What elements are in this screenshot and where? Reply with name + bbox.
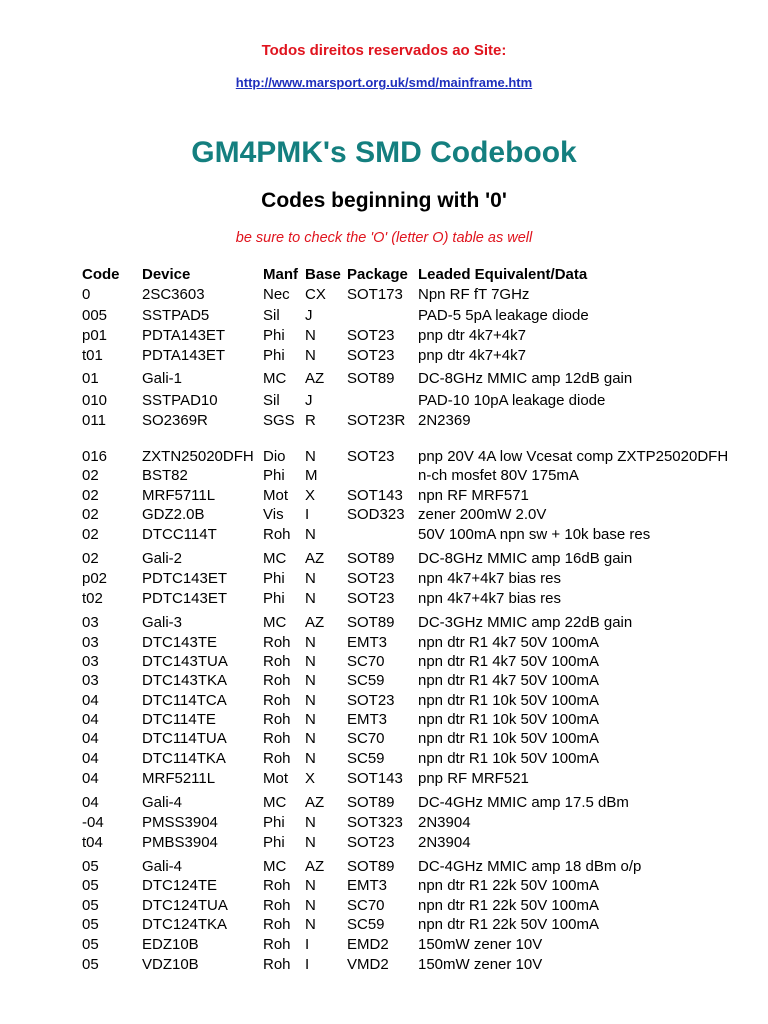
table-header-row bbox=[82, 263, 748, 283]
cell-base: M bbox=[305, 467, 318, 484]
cell-manf: Roh bbox=[263, 897, 291, 914]
cell-device: PDTA143ET bbox=[142, 327, 226, 344]
cell-package: SC59 bbox=[347, 916, 385, 933]
cell-device: GDZ2.0B bbox=[142, 506, 205, 523]
cell-device: PDTC143ET bbox=[142, 590, 228, 607]
cell-device: DTC143TUA bbox=[142, 653, 228, 670]
cell-manf: Roh bbox=[263, 711, 291, 728]
cell-code: 02 bbox=[82, 467, 99, 484]
cell-device: ZXTN25020DFH bbox=[142, 448, 254, 465]
cell-manf: Roh bbox=[263, 634, 291, 651]
cell-manf: Phi bbox=[263, 590, 285, 607]
cell-equivalent: npn RF MRF571 bbox=[418, 487, 529, 504]
cell-base: N bbox=[305, 672, 316, 689]
cell-code: 04 bbox=[82, 794, 99, 811]
cell-equivalent: npn dtr R1 10k 50V 100mA bbox=[418, 750, 599, 767]
cell-manf: Roh bbox=[263, 956, 291, 973]
cell-base: I bbox=[305, 936, 310, 953]
cell-package: SC70 bbox=[347, 730, 385, 747]
cell-base: N bbox=[305, 916, 316, 933]
cell-device: PMBS3904 bbox=[142, 834, 218, 851]
table-row bbox=[82, 953, 748, 973]
cell-package: SC70 bbox=[347, 897, 385, 914]
cell-equivalent: Npn RF fT 7GHz bbox=[418, 286, 530, 303]
cell-base: N bbox=[305, 526, 316, 543]
cell-base: AZ bbox=[305, 550, 325, 567]
table-row bbox=[82, 344, 748, 364]
cell-base: AZ bbox=[305, 614, 325, 631]
table-row bbox=[82, 465, 748, 484]
cell-base: AZ bbox=[305, 794, 325, 811]
table-row bbox=[82, 875, 748, 894]
cell-equivalent: npn dtr R1 22k 50V 100mA bbox=[418, 916, 599, 933]
cell-manf: Vis bbox=[263, 506, 284, 523]
table-row bbox=[82, 670, 748, 689]
cell-equivalent: 150mW zener 10V bbox=[418, 936, 543, 953]
cell-code: 011 bbox=[82, 412, 106, 429]
cell-code: 04 bbox=[82, 750, 99, 767]
table-row bbox=[82, 689, 748, 709]
cell-manf: MC bbox=[263, 614, 287, 631]
cell-manf: Roh bbox=[263, 672, 291, 689]
cell-equivalent: pnp 20V 4A low Vcesat comp ZXTP25020DFH bbox=[418, 448, 729, 465]
cell-package: SOD323 bbox=[347, 506, 405, 523]
table-row bbox=[82, 303, 748, 324]
table-row bbox=[82, 894, 748, 914]
cell-base: N bbox=[305, 347, 316, 364]
cell-base: N bbox=[305, 570, 316, 587]
cell-package: SOT23R bbox=[347, 412, 406, 429]
cell-manf: MC bbox=[263, 794, 287, 811]
cell-equivalent: npn dtr R1 22k 50V 100mA bbox=[418, 877, 599, 894]
cell-manf: Roh bbox=[263, 526, 291, 543]
cell-device: BST82 bbox=[142, 467, 188, 484]
table-row bbox=[82, 387, 748, 409]
cell-base: J bbox=[305, 307, 313, 324]
cell-base: I bbox=[305, 956, 310, 973]
cell-code: t04 bbox=[82, 834, 103, 851]
cell-package: EMT3 bbox=[347, 877, 388, 894]
cell-manf: Roh bbox=[263, 877, 291, 894]
cell-package: SOT23 bbox=[347, 570, 395, 587]
cell-code: 02 bbox=[82, 506, 99, 523]
page-title: GM4PMK's SMD Codebook bbox=[191, 136, 577, 169]
cell-equivalent: n-ch mosfet 80V 175mA bbox=[418, 467, 579, 484]
column-header-equivalent: Leaded Equivalent/Data bbox=[418, 266, 588, 283]
cell-base: N bbox=[305, 692, 316, 709]
cell-code: 04 bbox=[82, 692, 99, 709]
cell-equivalent: pnp dtr 4k7+4k7 bbox=[418, 327, 526, 344]
table-row bbox=[82, 283, 748, 303]
cell-code: 05 bbox=[82, 936, 99, 953]
table-row bbox=[82, 484, 748, 504]
cell-package: SOT323 bbox=[347, 814, 403, 831]
cell-base: R bbox=[305, 412, 316, 429]
cell-device: Gali-4 bbox=[142, 858, 183, 875]
table-row bbox=[82, 787, 748, 811]
cell-manf: Mot bbox=[263, 487, 289, 504]
cell-package: VMD2 bbox=[347, 956, 389, 973]
cell-package: SOT89 bbox=[347, 370, 395, 387]
table-row bbox=[82, 914, 748, 933]
cell-device: DTC114TCA bbox=[142, 692, 227, 709]
cell-base: N bbox=[305, 327, 316, 344]
cell-manf: Roh bbox=[263, 750, 291, 767]
cell-equivalent: zener 200mW 2.0V bbox=[418, 506, 547, 523]
cell-code: 0 bbox=[82, 286, 91, 303]
cell-base: CX bbox=[305, 286, 326, 303]
cell-manf: Roh bbox=[263, 692, 291, 709]
table-row bbox=[82, 933, 748, 953]
source-link[interactable]: http://www.marsport.org.uk/smd/mainframe.htm bbox=[235, 75, 533, 90]
cell-package: SOT143 bbox=[347, 770, 403, 787]
cell-equivalent: pnp dtr 4k7+4k7 bbox=[418, 347, 526, 364]
table-row bbox=[82, 728, 748, 747]
cell-package: SOT23 bbox=[347, 834, 395, 851]
cell-device: Gali-2 bbox=[142, 550, 183, 567]
cell-device: 2SC3603 bbox=[142, 286, 205, 303]
cell-code: -04 bbox=[82, 814, 104, 831]
source-url bbox=[0, 75, 768, 90]
cell-code: 03 bbox=[82, 672, 99, 689]
table-row bbox=[82, 811, 748, 831]
cell-device: DTC143TKA bbox=[142, 672, 228, 689]
cell-manf: Phi bbox=[263, 467, 285, 484]
cell-package: SOT89 bbox=[347, 614, 395, 631]
cell-manf: Mot bbox=[263, 770, 289, 787]
cell-package: EMT3 bbox=[347, 634, 388, 651]
cell-equivalent: npn dtr R1 10k 50V 100mA bbox=[418, 692, 599, 709]
cell-device: MRF5211L bbox=[142, 770, 216, 787]
cell-base: N bbox=[305, 653, 316, 670]
cell-equivalent: 50V 100mA npn sw + 10k base res bbox=[418, 526, 651, 543]
cell-device: MRF5711L bbox=[142, 487, 216, 504]
cell-equivalent: DC-3GHz MMIC amp 22dB gain bbox=[418, 614, 633, 631]
cell-manf: Phi bbox=[263, 327, 285, 344]
cell-code: t01 bbox=[82, 347, 103, 364]
cell-manf: Roh bbox=[263, 916, 291, 933]
cell-equivalent: npn 4k7+4k7 bias res bbox=[418, 590, 562, 607]
cell-device: SO2369R bbox=[142, 412, 208, 429]
cell-device: Gali-4 bbox=[142, 794, 183, 811]
cell-manf: Sil bbox=[263, 392, 280, 409]
cell-base: AZ bbox=[305, 858, 325, 875]
table-row bbox=[82, 831, 748, 851]
cell-base: AZ bbox=[305, 370, 325, 387]
cell-package: SOT143 bbox=[347, 487, 403, 504]
cell-device: DTC124TKA bbox=[142, 916, 228, 933]
cell-base: N bbox=[305, 634, 316, 651]
cell-code: 03 bbox=[82, 614, 99, 631]
cell-package: SOT173 bbox=[347, 286, 403, 303]
table-body bbox=[82, 283, 748, 973]
cell-package: SOT23 bbox=[347, 327, 395, 344]
column-header-base: Base bbox=[305, 266, 341, 283]
cell-equivalent: pnp RF MRF521 bbox=[418, 770, 529, 787]
cell-manf: Phi bbox=[263, 570, 285, 587]
table-row bbox=[82, 651, 748, 670]
cell-base: N bbox=[305, 711, 316, 728]
cell-device: VDZ10B bbox=[142, 956, 199, 973]
cell-manf: MC bbox=[263, 370, 287, 387]
cell-base: N bbox=[305, 834, 316, 851]
cell-equivalent: 2N3904 bbox=[418, 834, 471, 851]
cell-base: X bbox=[305, 770, 316, 787]
cell-equivalent: npn 4k7+4k7 bias res bbox=[418, 570, 562, 587]
cell-code: 05 bbox=[82, 858, 99, 875]
cell-base: I bbox=[305, 506, 310, 523]
cell-base: N bbox=[305, 750, 316, 767]
cell-code: p02 bbox=[82, 570, 108, 587]
cell-manf: Sil bbox=[263, 307, 280, 324]
cell-manf: MC bbox=[263, 550, 287, 567]
cell-code: 04 bbox=[82, 730, 99, 747]
cell-package: SC70 bbox=[347, 653, 385, 670]
cell-equivalent: DC-4GHz MMIC amp 18 dBm o/p bbox=[418, 858, 642, 875]
table-row bbox=[82, 607, 748, 631]
cell-equivalent: DC-4GHz MMIC amp 17.5 dBm bbox=[418, 794, 629, 811]
table-row bbox=[82, 409, 748, 429]
table-row bbox=[82, 767, 748, 787]
table-row bbox=[82, 631, 748, 651]
cell-manf: Phi bbox=[263, 347, 285, 364]
table-row bbox=[82, 587, 748, 607]
cell-code: t02 bbox=[82, 590, 103, 607]
cell-code: 005 bbox=[82, 307, 108, 324]
cell-package: EMD2 bbox=[347, 936, 389, 953]
warning-note: be sure to check the 'O' (letter O) table as well bbox=[235, 230, 533, 246]
cell-device: PDTA143ET bbox=[142, 347, 226, 364]
cell-code: 02 bbox=[82, 487, 99, 504]
cell-manf: SGS bbox=[263, 412, 295, 429]
cell-code: 03 bbox=[82, 634, 99, 651]
cell-device: EDZ10B bbox=[142, 936, 199, 953]
cell-base: N bbox=[305, 877, 316, 894]
cell-equivalent: npn dtr R1 4k7 50V 100mA bbox=[418, 634, 599, 651]
cell-package: SOT89 bbox=[347, 858, 395, 875]
cell-base: N bbox=[305, 730, 316, 747]
cell-code: 05 bbox=[82, 956, 99, 973]
cell-code: 05 bbox=[82, 897, 99, 914]
cell-device: PMSS3904 bbox=[142, 814, 218, 831]
table-row bbox=[82, 429, 748, 465]
cell-code: 016 bbox=[82, 448, 108, 465]
table-row bbox=[82, 523, 748, 543]
table-row bbox=[82, 747, 748, 767]
table-row bbox=[82, 504, 748, 523]
cell-code: 05 bbox=[82, 877, 99, 894]
cell-code: 02 bbox=[82, 526, 99, 543]
cell-code: 05 bbox=[82, 916, 99, 933]
cell-package: SOT23 bbox=[347, 590, 395, 607]
cell-device: DTC124TUA bbox=[142, 897, 228, 914]
cell-code: 04 bbox=[82, 770, 99, 787]
cell-manf: MC bbox=[263, 858, 287, 875]
cell-package: SOT23 bbox=[347, 692, 395, 709]
column-header-code: Code bbox=[82, 266, 120, 283]
cell-device: PDTC143ET bbox=[142, 570, 228, 587]
cell-code: 010 bbox=[82, 392, 108, 409]
cell-device: DTC114TUA bbox=[142, 730, 227, 747]
column-header-device: Device bbox=[142, 266, 191, 283]
column-header-manf: Manf bbox=[263, 266, 298, 283]
table-row bbox=[82, 709, 748, 728]
cell-manf: Roh bbox=[263, 653, 291, 670]
cell-package: SOT89 bbox=[347, 794, 395, 811]
cell-manf: Dio bbox=[263, 448, 286, 465]
cell-base: N bbox=[305, 448, 316, 465]
cell-manf: Roh bbox=[263, 936, 291, 953]
cell-code: p01 bbox=[82, 327, 108, 344]
table-row bbox=[82, 324, 748, 344]
cell-package: SOT23 bbox=[347, 347, 395, 364]
cell-equivalent: npn dtr R1 4k7 50V 100mA bbox=[418, 672, 599, 689]
cell-code: 03 bbox=[82, 653, 99, 670]
cell-package: SC59 bbox=[347, 672, 385, 689]
cell-base: N bbox=[305, 897, 316, 914]
page-subtitle: Codes beginning with '0' bbox=[261, 189, 507, 212]
table-row bbox=[82, 543, 748, 567]
cell-equivalent: npn dtr R1 4k7 50V 100mA bbox=[418, 653, 599, 670]
cell-package: SC59 bbox=[347, 750, 385, 767]
cell-equivalent: DC-8GHz MMIC amp 16dB gain bbox=[418, 550, 633, 567]
cell-code: 01 bbox=[82, 370, 99, 387]
copyright-notice: Todos direitos reservados ao Site: bbox=[261, 42, 507, 59]
cell-equivalent: npn dtr R1 10k 50V 100mA bbox=[418, 711, 599, 728]
codes-table bbox=[82, 263, 748, 973]
cell-device: Gali-3 bbox=[142, 614, 183, 631]
cell-device: DTC143TE bbox=[142, 634, 218, 651]
cell-equivalent: 2N2369 bbox=[418, 412, 471, 429]
cell-device: DTC114TKA bbox=[142, 750, 226, 767]
cell-equivalent: DC-8GHz MMIC amp 12dB gain bbox=[418, 370, 633, 387]
cell-manf: Roh bbox=[263, 730, 291, 747]
cell-manf: Phi bbox=[263, 834, 285, 851]
cell-equivalent: npn dtr R1 10k 50V 100mA bbox=[418, 730, 599, 747]
cell-equivalent: npn dtr R1 22k 50V 100mA bbox=[418, 897, 599, 914]
cell-base: N bbox=[305, 590, 316, 607]
cell-device: DTCC114T bbox=[142, 526, 217, 543]
cell-device: DTC124TE bbox=[142, 877, 218, 894]
cell-package: SOT23 bbox=[347, 448, 395, 465]
cell-code: 04 bbox=[82, 711, 99, 728]
cell-package: EMT3 bbox=[347, 711, 388, 728]
table-row bbox=[82, 851, 748, 875]
cell-equivalent: PAD-5 5pA leakage diode bbox=[418, 307, 589, 324]
cell-device: SSTPAD10 bbox=[142, 392, 218, 409]
column-header-package: Package bbox=[347, 266, 408, 283]
cell-base: J bbox=[305, 392, 313, 409]
cell-device: Gali-1 bbox=[142, 370, 183, 387]
table-row bbox=[82, 567, 748, 587]
cell-device: DTC114TE bbox=[142, 711, 216, 728]
table-row bbox=[82, 364, 748, 387]
cell-device: SSTPAD5 bbox=[142, 307, 210, 324]
cell-code: 02 bbox=[82, 550, 99, 567]
cell-equivalent: PAD-10 10pA leakage diode bbox=[418, 392, 606, 409]
cell-manf: Phi bbox=[263, 814, 285, 831]
cell-base: X bbox=[305, 487, 316, 504]
cell-base: N bbox=[305, 814, 316, 831]
cell-manf: Nec bbox=[263, 286, 290, 303]
cell-package: SOT89 bbox=[347, 550, 395, 567]
cell-equivalent: 2N3904 bbox=[418, 814, 471, 831]
cell-equivalent: 150mW zener 10V bbox=[418, 956, 543, 973]
